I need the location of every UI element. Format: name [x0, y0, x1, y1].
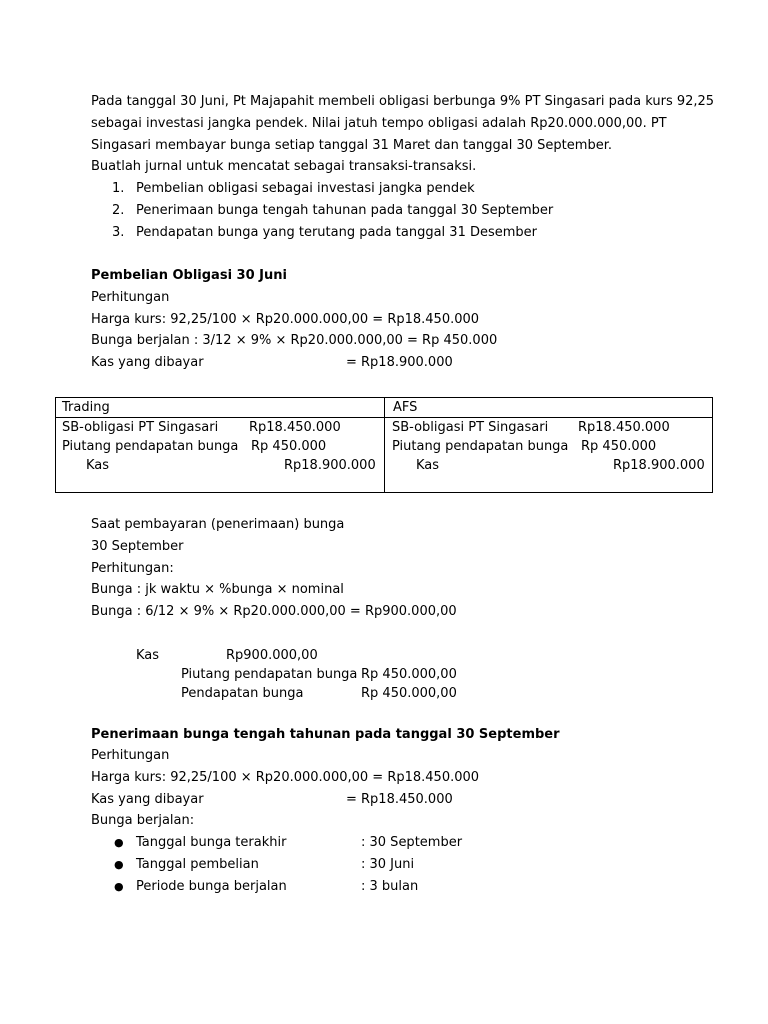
bullet-value: : 3 bulan	[361, 879, 419, 894]
payment-line-2: 30 September	[91, 539, 184, 554]
afs-account: Piutang pendapatan bunga	[392, 439, 569, 454]
purchase-harga-kurs: Harga kurs: 92,25/100 × Rp20.000.000,00 = Rp18.450.000	[91, 312, 480, 327]
intro-line-1: Pada tanggal 30 Juni, Pt Majapahit membeli obligasi berbunga 9% PT Singasari pada kurs 92,25	[91, 94, 715, 109]
receipt-perhitungan: Perhitungan	[91, 748, 170, 763]
afs-account: Kas	[416, 458, 440, 473]
payment-line-3: Perhitungan:	[91, 561, 174, 576]
trading-debit: Rp 450.000	[251, 439, 327, 454]
payment-line-5: Bunga : 6/12 × 9% × Rp20.000.000,00 = Rp900.000,00	[91, 604, 457, 619]
trading-credit: Rp18.900.000	[284, 458, 376, 473]
trading-account: Kas	[86, 458, 110, 473]
journal-table	[55, 397, 713, 493]
table-header-trading: Trading	[62, 400, 110, 415]
payment-line-4: Bunga : jk waktu × %bunga × nominal	[91, 582, 344, 597]
afs-credit: Rp18.900.000	[613, 458, 705, 473]
afs-account: SB-obligasi PT Singasari	[392, 420, 549, 435]
task-text: Pendapatan bunga yang terutang pada tanggal 31 Desember	[136, 225, 538, 240]
bullet-label: Periode bunga berjalan	[136, 879, 287, 894]
payment-journal-pendapatan-value: Rp 450.000,00	[361, 686, 457, 701]
table-header-afs: AFS	[393, 400, 418, 415]
receipt-bunga-berjalan: Bunga berjalan:	[91, 813, 195, 828]
afs-debit: Rp 450.000	[581, 439, 657, 454]
payment-journal-piutang-value: Rp 450.000,00	[361, 667, 457, 682]
receipt-heading: Penerimaan bunga tengah tahunan pada tanggal 30 September	[91, 727, 560, 742]
trading-debit: Rp18.450.000	[249, 420, 341, 435]
afs-debit: Rp18.450.000	[578, 420, 670, 435]
bullet-label: Tanggal bunga terakhir	[136, 835, 287, 850]
bullet-value: : 30 Juni	[361, 857, 415, 872]
payment-line-1: Saat pembayaran (penerimaan) bunga	[91, 517, 345, 532]
bullet-icon: ●	[114, 836, 124, 849]
task-text: Penerimaan bunga tengah tahunan pada tanggal 30 September	[136, 203, 554, 218]
intro-line-2: sebagai investasi jangka pendek. Nilai jatuh tempo obligasi adalah Rp20.000.000,00. PT	[91, 116, 667, 131]
trading-account: SB-obligasi PT Singasari	[62, 420, 219, 435]
payment-journal-kas-value: Rp900.000,00	[226, 648, 318, 663]
payment-journal-piutang: Piutang pendapatan bunga	[181, 667, 358, 682]
bullet-icon: ●	[114, 880, 124, 893]
receipt-kas-label: Kas yang dibayar	[91, 792, 204, 807]
purchase-heading: Pembelian Obligasi 30 Juni	[91, 268, 287, 283]
task-number: 1.	[112, 181, 125, 196]
payment-journal-pendapatan: Pendapatan bunga	[181, 686, 304, 701]
task-text: Pembelian obligasi sebagai investasi jangka pendek	[136, 181, 475, 196]
trading-account: Piutang pendapatan bunga	[62, 439, 239, 454]
bullet-label: Tanggal pembelian	[136, 857, 259, 872]
receipt-harga-kurs: Harga kurs: 92,25/100 × Rp20.000.000,00 = Rp18.450.000	[91, 770, 480, 785]
table-column-divider	[384, 398, 385, 492]
payment-journal-kas: Kas	[136, 648, 160, 663]
purchase-kas-value: = Rp18.900.000	[346, 355, 453, 370]
purchase-bunga-berjalan: Bunga berjalan : 3/12 × 9% × Rp20.000.000,00 = Rp 450.000	[91, 333, 498, 348]
purchase-perhitungan: Perhitungan	[91, 290, 170, 305]
purchase-kas-label: Kas yang dibayar	[91, 355, 204, 370]
intro-line-4: Buatlah jurnal untuk mencatat sebagai transaksi-transaksi.	[91, 159, 477, 174]
bullet-value: : 30 September	[361, 835, 463, 850]
intro-line-3: Singasari membayar bunga setiap tanggal 31 Maret dan tanggal 30 September.	[91, 138, 612, 153]
task-number: 3.	[112, 225, 125, 240]
task-number: 2.	[112, 203, 125, 218]
bullet-icon: ●	[114, 858, 124, 871]
receipt-kas-value: = Rp18.450.000	[346, 792, 453, 807]
table-header-divider	[56, 417, 712, 418]
